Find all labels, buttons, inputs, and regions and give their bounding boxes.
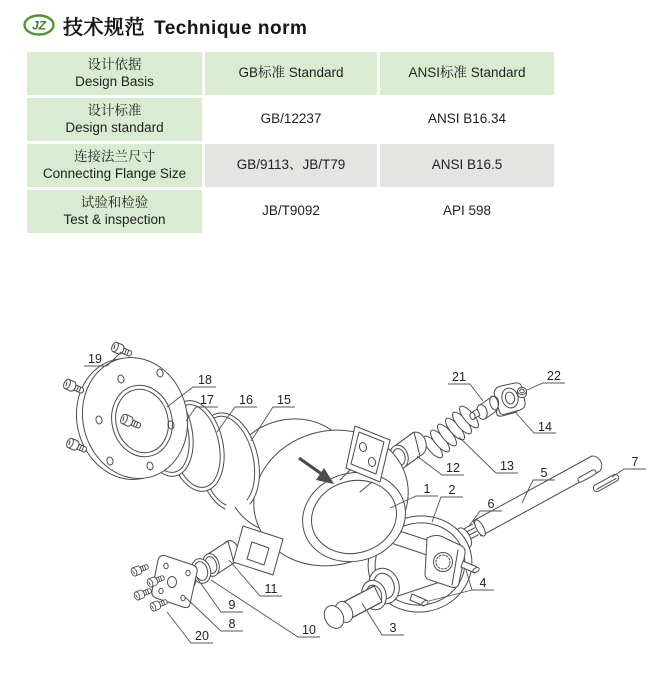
- table-cell-gb: GB标准 Standard: [205, 52, 377, 95]
- table-cell-gb: GB/12237: [205, 98, 377, 141]
- row-label-en: Design standard: [65, 119, 164, 135]
- row-label-en: Test & inspection: [63, 211, 166, 227]
- part-label-18: 18: [198, 373, 212, 387]
- shaft-5: [453, 456, 620, 551]
- table-cell-ansi: ANSI B16.5: [380, 144, 554, 187]
- page-title-en: Technique norm: [154, 17, 308, 39]
- part-label-2: 2: [448, 483, 456, 497]
- page-title-zh: 技术规范: [63, 16, 145, 39]
- part-label-20: 20: [195, 629, 209, 643]
- part-label-9: 9: [228, 598, 236, 612]
- brand-logo-text: JZ: [31, 18, 47, 33]
- row-label-zh: 试验和检验: [80, 194, 149, 210]
- part-label-15: 15: [277, 393, 291, 407]
- part-label-16: 16: [239, 393, 253, 407]
- row-label-en: Design Basis: [75, 73, 154, 89]
- part-label-10: 10: [302, 623, 316, 637]
- row-label-zh: 连接法兰尺寸: [74, 148, 155, 164]
- part-label-6: 6: [487, 497, 495, 511]
- part-leader-21: [448, 384, 483, 401]
- part-label-22: 22: [547, 369, 561, 383]
- part-label-19: 19: [88, 352, 102, 366]
- part-label-3: 3: [389, 621, 397, 635]
- key-7: [592, 473, 620, 493]
- part-label-17: 17: [200, 393, 214, 407]
- part-label-12: 12: [446, 461, 460, 475]
- part-label-1: 1: [423, 482, 431, 496]
- part-label-14: 14: [538, 420, 552, 434]
- row-label-zh: 设计依据: [87, 56, 142, 72]
- part-leader-22: [527, 383, 565, 390]
- part-label-11: 11: [264, 582, 278, 596]
- table-cell-gb: JB/T9092: [205, 190, 377, 233]
- table-cell-ansi: ANSI标准 Standard: [380, 52, 554, 95]
- row-label-en: Connecting Flange Size: [42, 165, 187, 181]
- part-label-7: 7: [631, 455, 639, 469]
- part-label-21: 21: [452, 370, 466, 384]
- part-label-13: 13: [500, 459, 514, 473]
- table-cell-gb: GB/9113、JB/T79: [205, 144, 377, 187]
- part-label-4: 4: [479, 576, 487, 590]
- part-label-5: 5: [540, 466, 548, 480]
- stem-cap-21: [469, 395, 499, 420]
- part-label-8: 8: [228, 617, 236, 631]
- table-cell-ansi: ANSI B16.34: [380, 98, 554, 141]
- table-cell-ansi: API 598: [380, 190, 554, 233]
- nut-22: [518, 388, 527, 398]
- row-label-zh: 设计标准: [87, 102, 142, 118]
